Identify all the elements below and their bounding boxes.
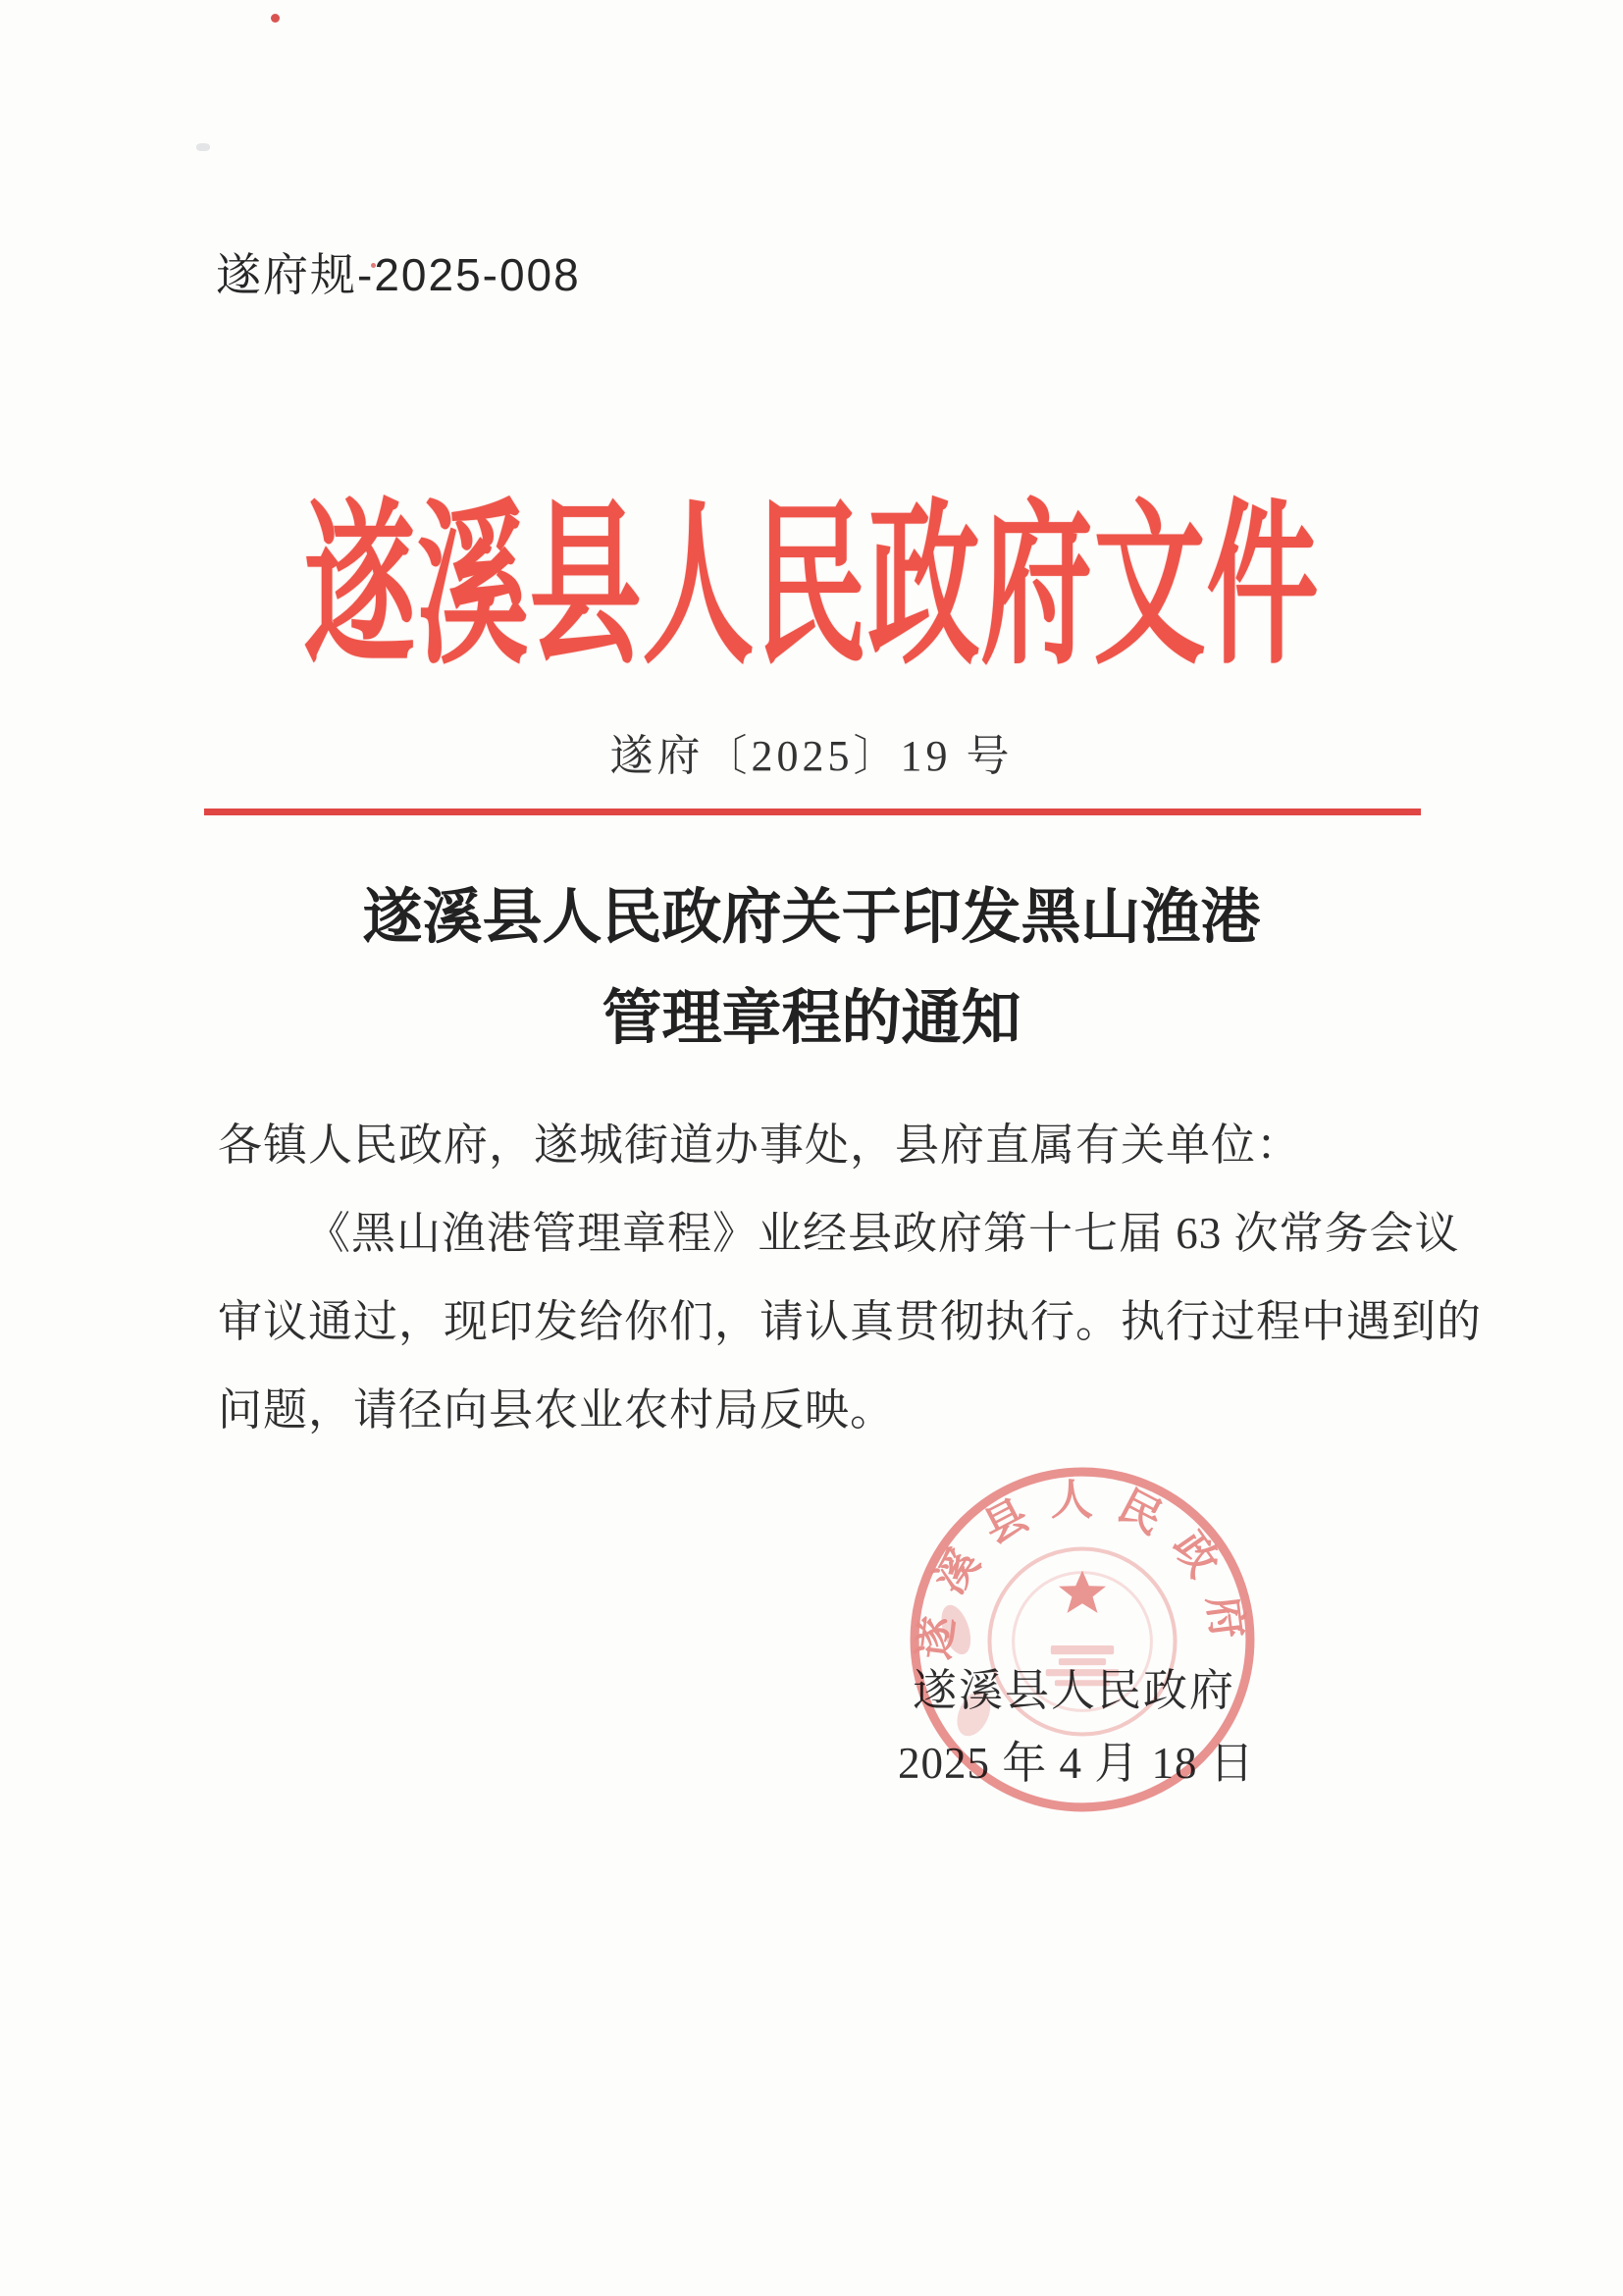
red-ink-speck <box>271 14 280 23</box>
filing-code: 遂府规-2025-008 <box>216 249 581 300</box>
seal-ink-smudge <box>936 1601 976 1658</box>
body-line: 问题，请径向县农业农村局反映。 <box>218 1385 896 1435</box>
signature-date: 2025 年 4 月 18 日 <box>898 1739 1255 1788</box>
body-line: 审议通过，现印发给你们，请认真贯彻执行。执行过程中遇到的 <box>218 1297 1483 1346</box>
body-line: 各镇人民政府，遂城街道办事处，县府直属有关单位： <box>218 1121 1302 1170</box>
seal-ring-text: 遂溪县人民政府 <box>911 1477 1254 1662</box>
document-title-line1: 遂溪县人民政府关于印发黑山渔港 <box>362 885 1261 951</box>
document-title-line2: 管理章程的通知 <box>602 986 1021 1052</box>
seal-star-icon <box>1059 1571 1106 1613</box>
body-line: 《黑山渔港管理章程》业经县政府第十七届 63 次常务会议 <box>306 1209 1460 1258</box>
red-separator-rule <box>204 809 1421 815</box>
document-title <box>0 867 1623 1070</box>
signature-issuer: 遂溪县人民政府 <box>913 1666 1236 1715</box>
gray-scan-smudge <box>196 143 210 151</box>
red-header-banner: 遂溪县人民政府文件 <box>303 488 1320 686</box>
document-reference-number: 遂府〔2025〕19 号 <box>609 732 1014 780</box>
document-body <box>218 1101 1483 1454</box>
